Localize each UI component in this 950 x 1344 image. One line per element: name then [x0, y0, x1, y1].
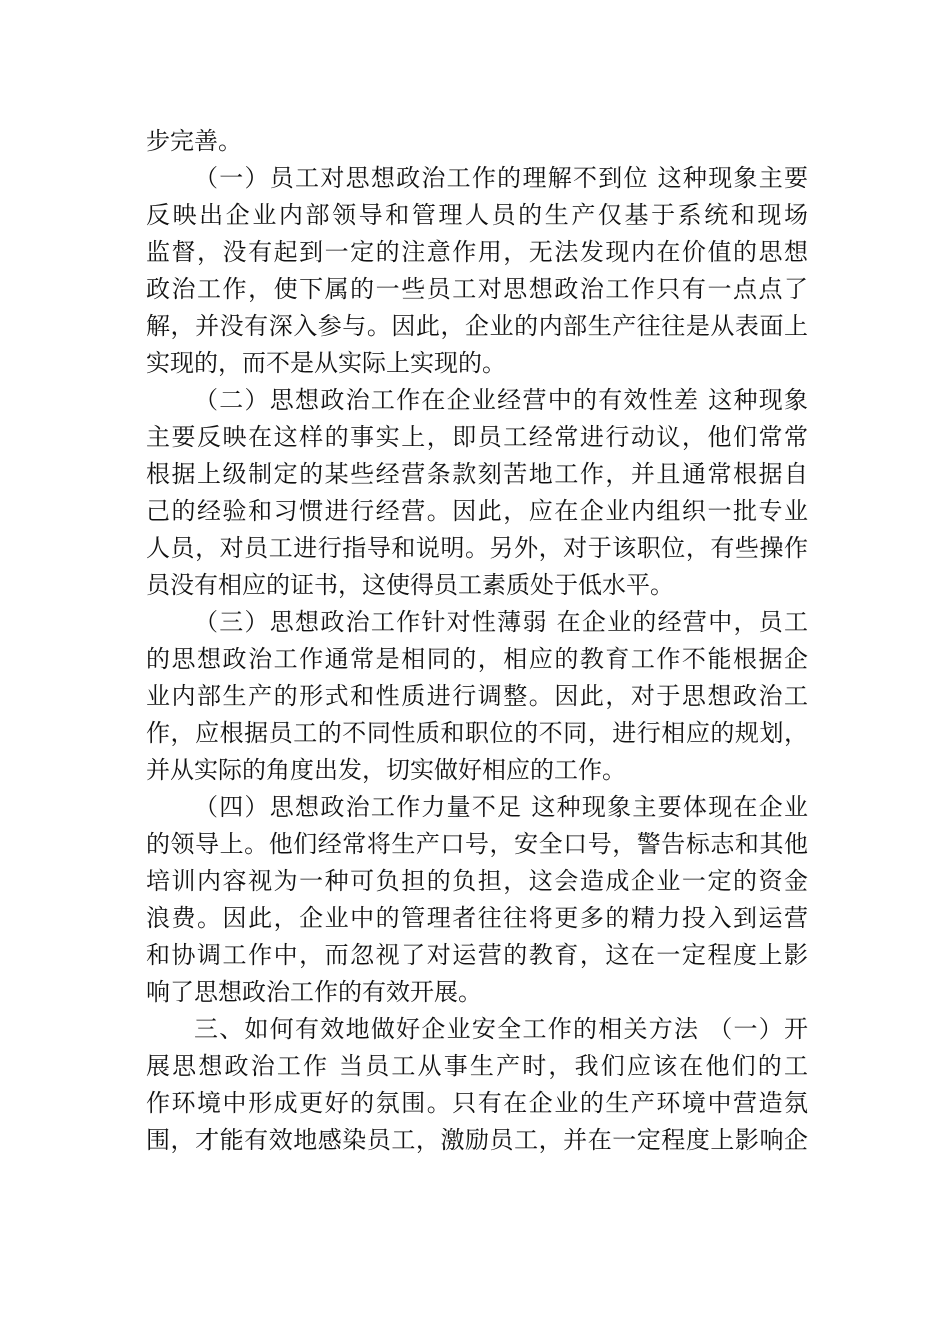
text-line: 并从实际的角度出发，切实做好相应的工作。: [146, 756, 626, 784]
text-line: 人员，对员工进行指导和说明。另外，对于该职位，有些操作: [146, 534, 808, 562]
text-line: 业内部生产的形式和性质进行调整。因此，对于思想政治工: [146, 682, 808, 710]
text-line: 主要反映在这样的事实上，即员工经常进行动议，他们常常: [146, 423, 808, 451]
text-line: 解，并没有深入参与。因此，企业的内部生产往往是从表面上: [146, 312, 808, 340]
text-line: 步完善。: [146, 127, 242, 155]
text-line: 响了思想政治工作的有效开展。: [146, 978, 482, 1006]
text-line: 实现的，而不是从实际上实现的。: [146, 349, 506, 377]
text-line: 三、如何有效地做好企业安全工作的相关方法 （一）开: [194, 1015, 808, 1043]
text-line: 和协调工作中，而忽视了对运营的教育，这在一定程度上影: [146, 941, 808, 969]
text-line: 作环境中形成更好的氛围。只有在企业的生产环境中营造氛: [146, 1089, 808, 1117]
text-line: 的思想政治工作通常是相同的，相应的教育工作不能根据企: [146, 645, 808, 673]
text-line: （四）思想政治工作力量不足 这种现象主要体现在企业: [194, 793, 808, 821]
text-line: 监督，没有起到一定的注意作用，无法发现内在价值的思想: [146, 238, 808, 266]
text-line: 展思想政治工作 当员工从事生产时，我们应该在他们的工: [146, 1052, 808, 1080]
text-line: 己的经验和习惯进行经营。因此，应在企业内组织一批专业: [146, 497, 808, 525]
text-line: 的领导上。他们经常将生产口号，安全口号，警告标志和其他: [146, 830, 808, 858]
text-line: 根据上级制定的某些经营条款刻苦地工作，并且通常根据自: [146, 460, 808, 488]
text-line: 围，才能有效地感染员工，激励员工，并在一定程度上影响企: [146, 1126, 808, 1154]
text-line: 反映出企业内部领导和管理人员的生产仅基于系统和现场: [146, 201, 808, 229]
text-line: （三）思想政治工作针对性薄弱 在企业的经营中，员工: [194, 608, 808, 636]
text-line: 员没有相应的证书，这使得员工素质处于低水平。: [146, 571, 674, 599]
text-line: 浪费。因此，企业中的管理者往往将更多的精力投入到运营: [146, 904, 808, 932]
text-line: （一）员工对思想政治工作的理解不到位 这种现象主要: [194, 164, 808, 192]
text-line: 培训内容视为一种可负担的负担，这会造成企业一定的资金: [146, 867, 808, 895]
text-line: 作，应根据员工的不同性质和职位的不同，进行相应的规划，: [146, 719, 808, 747]
text-line: 政治工作，使下属的一些员工对思想政治工作只有一点点了: [146, 275, 808, 303]
text-line: （二）思想政治工作在企业经营中的有效性差 这种现象: [194, 386, 808, 414]
